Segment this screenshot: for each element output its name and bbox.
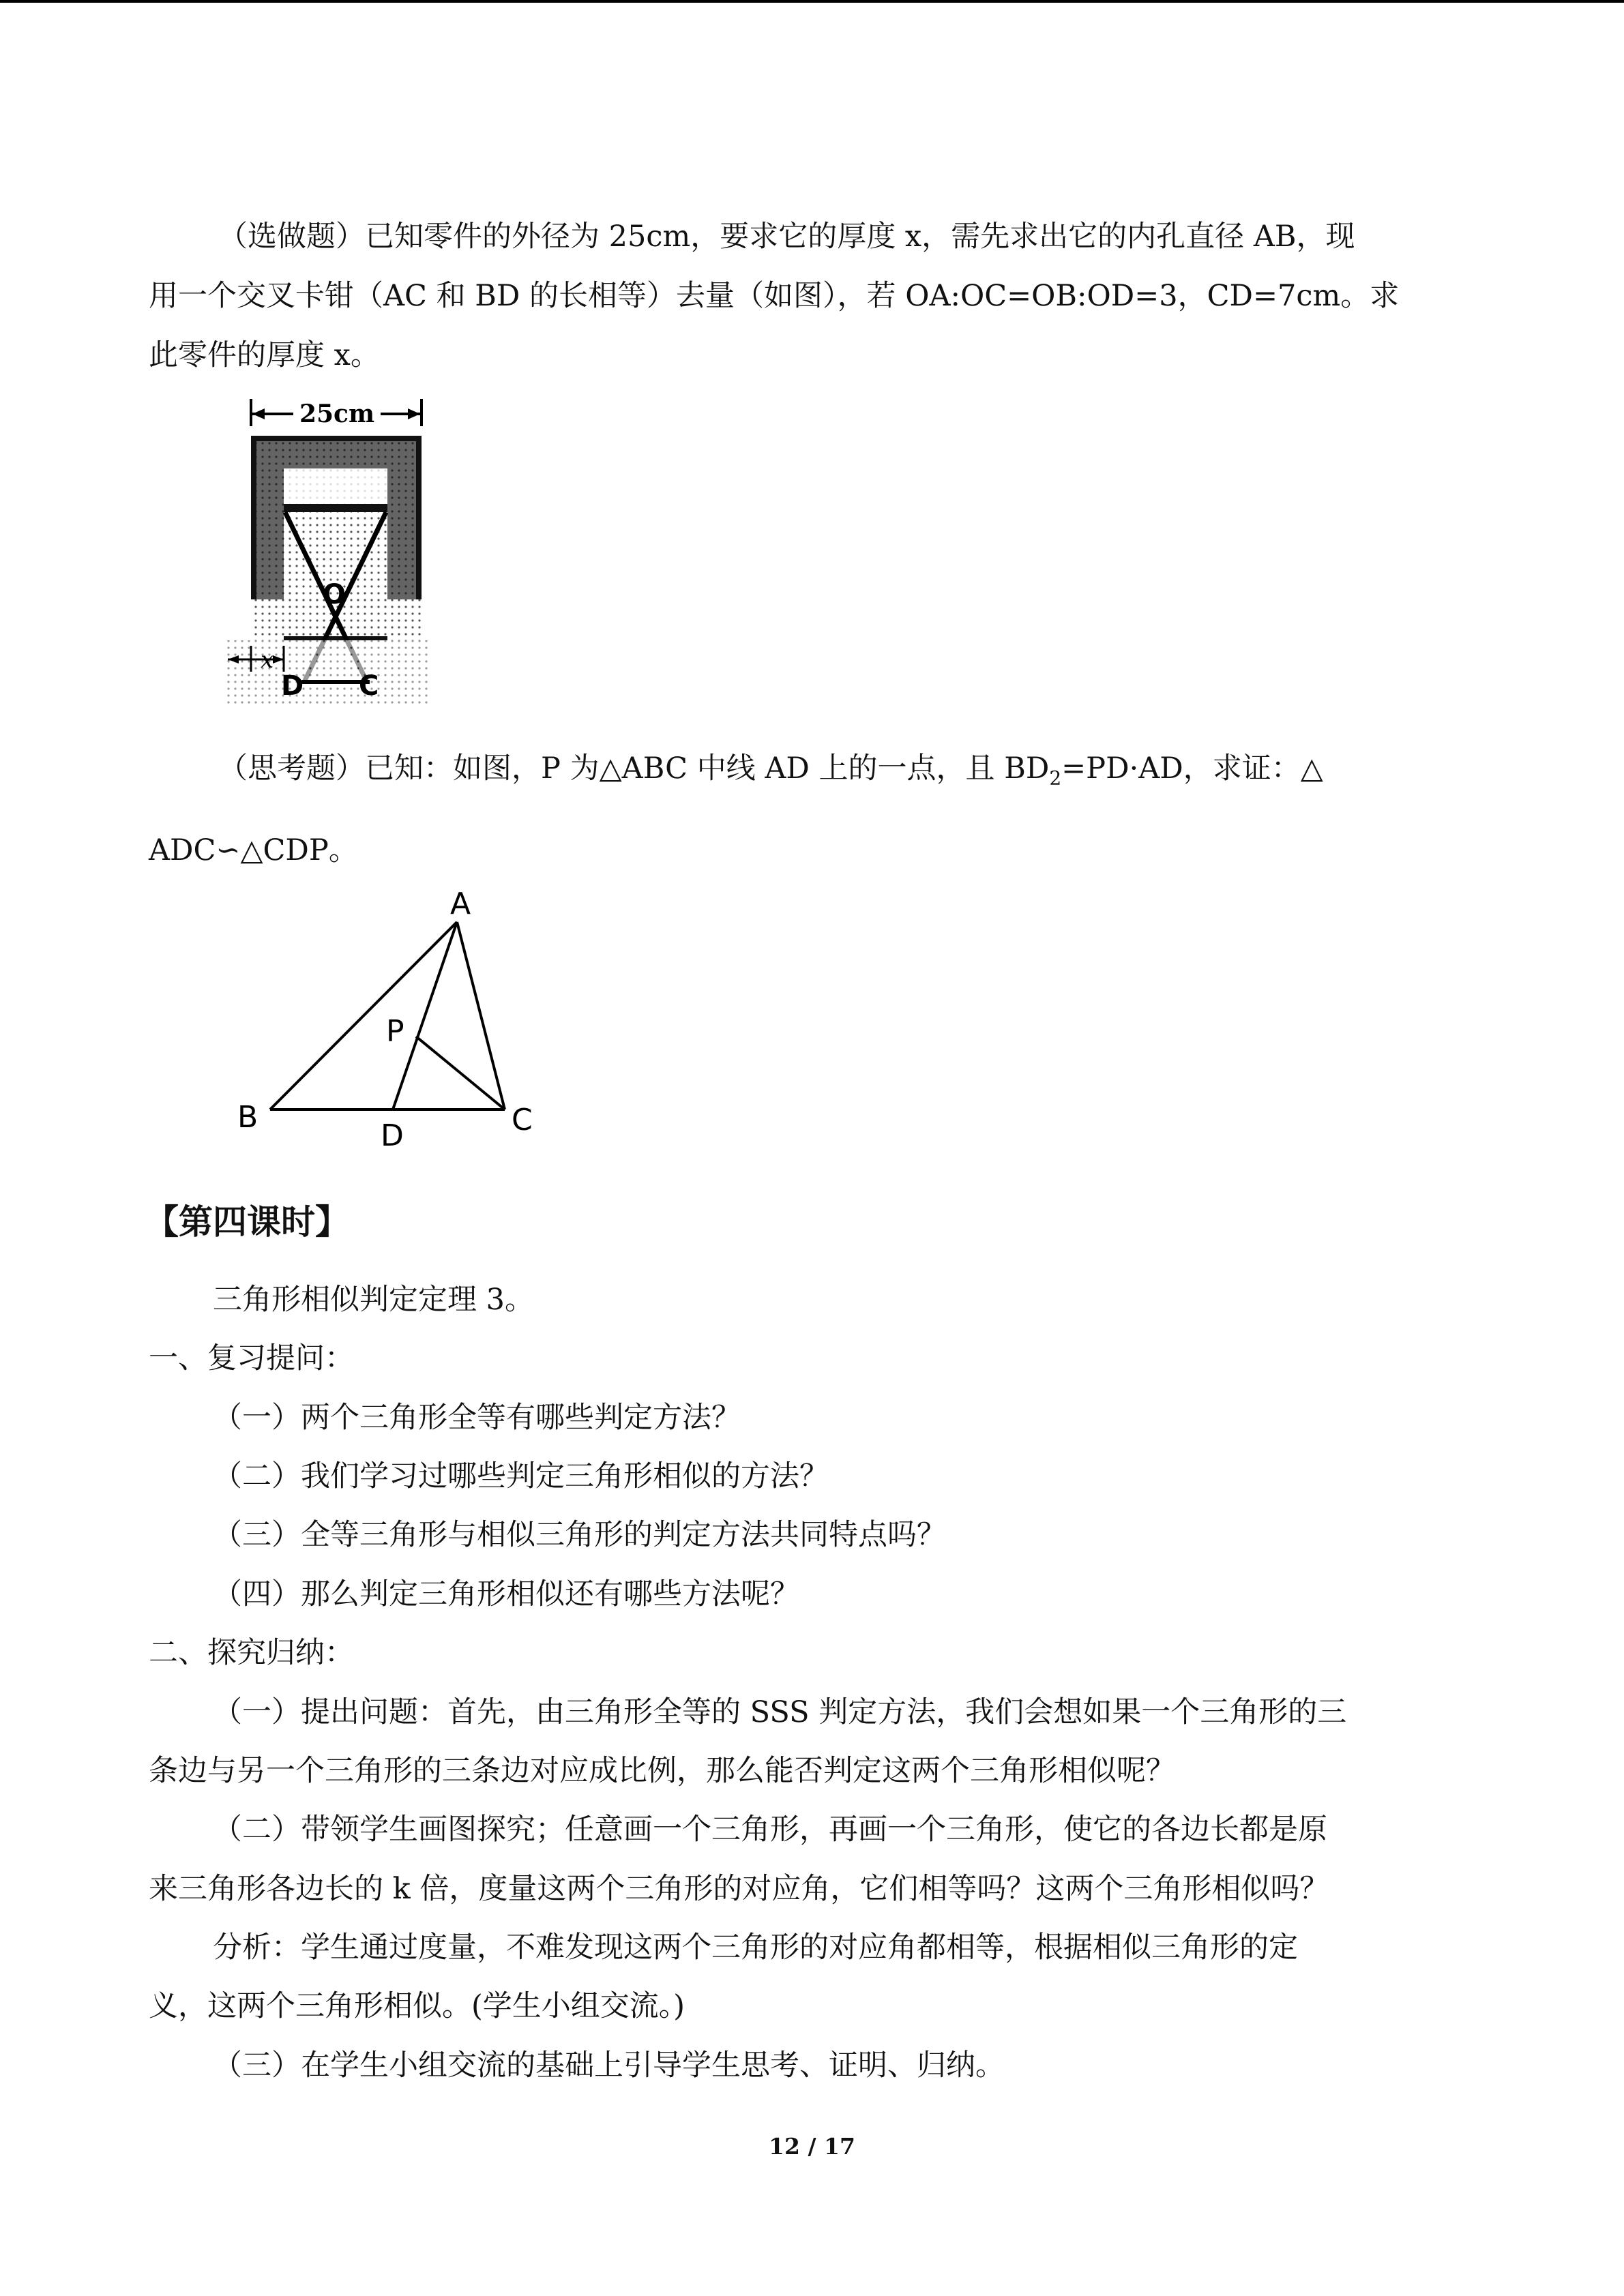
explore-item-3: （三）在学生小组交流的基础上引导学生思考、证明、归纳。 <box>213 2048 1005 2083</box>
page-top-border <box>0 0 1624 3</box>
fig1-point-O: O <box>322 579 346 610</box>
section-explore-summarize: 二、探究归纳： <box>149 1636 354 1670</box>
fig2-point-A: A <box>450 886 471 921</box>
explore-item-1-line-1: （一）提出问题：首先，由三角形全等的 SSS 判定方法，我们会想如果一个三角形的三 <box>213 1695 1347 1729</box>
triangle-figure <box>232 880 559 1166</box>
thinking-problem-subscript: 2 <box>1049 766 1062 790</box>
review-question-4: （四）那么判定三角形相似还有哪些方法呢？ <box>213 1577 799 1611</box>
optional-problem-line-1: （选做题）已知零件的外径为 25cm，要求它的厚度 x，需先求出它的内孔直径 AB，现 <box>218 220 1355 254</box>
lesson4-topic: 三角形相似判定定理 3。 <box>213 1283 535 1317</box>
thinking-problem-line-2: ADC∽△CDP。 <box>149 833 358 867</box>
thinking-problem-line-1 <box>218 739 1323 808</box>
fig1-label-x: x <box>261 646 274 674</box>
fig2-point-D: D <box>381 1118 404 1153</box>
optional-problem-line-2: 用一个交叉卡钳（AC 和 BD 的长相等）去量（如图），若 OA:OC=OB:OD=3，CD=7cm。求 <box>149 279 1400 313</box>
review-question-2: （二）我们学习过哪些判定三角形相似的方法？ <box>213 1459 829 1493</box>
fig1-point-D: D <box>281 670 304 702</box>
fig1-dimension-label: 25cm <box>299 400 375 428</box>
explore-item-2-line-1: （二）带领学生画图探究；任意画一个三角形，再画一个三角形，使它的各边长都是原 <box>213 1813 1327 1847</box>
review-question-1: （一）两个三角形全等有哪些判定方法？ <box>213 1401 741 1435</box>
analysis-line-2: 义，这两个三角形相似。(学生小组交流。) <box>149 1989 685 2023</box>
page-number: 12 / 17 <box>769 2133 855 2160</box>
thinking-problem-part-1: （思考题）已知：如图，P 为△ABC 中线 AD 上的一点，且 BD <box>218 751 1050 786</box>
caliper-figure <box>225 392 430 706</box>
section-review-questions: 一、复习提问： <box>149 1341 354 1375</box>
analysis-line-1: 分析：学生通过度量，不难发现这两个三角形的对应角都相等，根据相似三角形的定 <box>213 1930 1298 1965</box>
lesson4-heading: 【第四课时】 <box>145 1202 349 1242</box>
optional-problem-line-3: 此零件的厚度 x。 <box>149 338 380 372</box>
fig1-point-C: C <box>359 670 379 702</box>
explore-item-2-line-2: 来三角形各边长的 k 倍，度量这两个三角形的对应角，它们相等吗？这两个三角形相似吗？ <box>149 1872 1329 1906</box>
explore-item-1-line-2: 条边与另一个三角形的三条边对应成比例，那么能否判定这两个三角形相似呢？ <box>149 1754 1175 1788</box>
fig2-point-C: C <box>512 1103 533 1137</box>
fig2-point-B: B <box>237 1100 259 1135</box>
fig2-point-P: P <box>386 1014 404 1049</box>
thinking-problem-part-2: =PD·AD，求证：△ <box>1061 751 1323 786</box>
review-question-3: （三）全等三角形与相似三角形的判定方法共同特点吗？ <box>213 1518 946 1552</box>
